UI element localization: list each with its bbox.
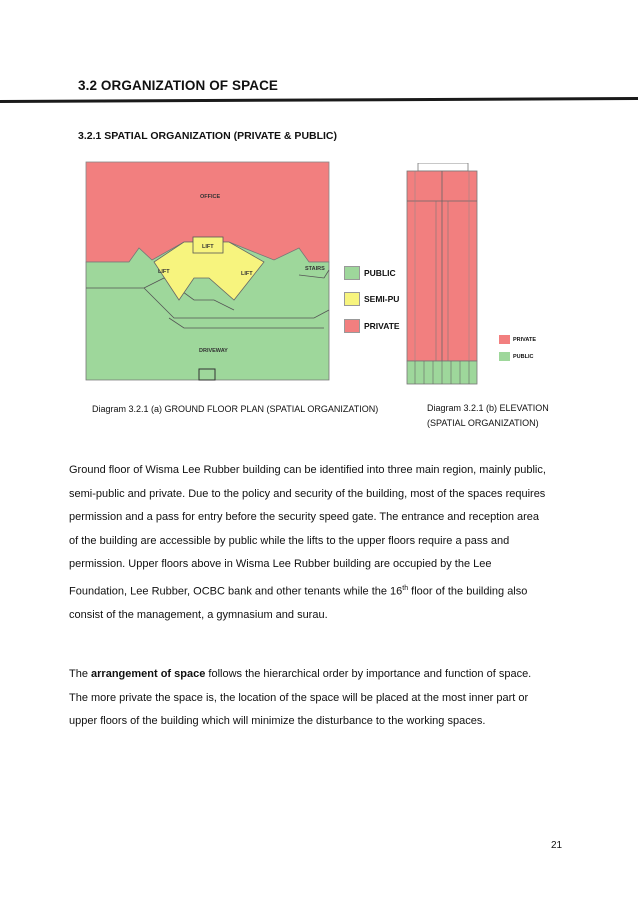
subsection-title: 3.2.1 SPATIAL ORGANIZATION (PRIVATE & PUBLIC) [78, 130, 338, 142]
legend-private-swatch [344, 319, 360, 333]
elevation-diagram [403, 163, 478, 388]
driveway-label: DRIVEWAY [199, 348, 228, 354]
page-number: 21 [551, 840, 563, 851]
plan-caption: Diagram 3.2.1 (a) GROUND FLOOR PLAN (SPATIAL ORGANIZATION) [92, 404, 379, 414]
elev-legend-private-swatch [499, 335, 510, 344]
paragraph-1 [69, 459, 549, 627]
lift-label-left: LIFT [158, 269, 170, 275]
elev-legend-public-swatch [499, 352, 510, 361]
elev-legend-public-label: PUBLIC [513, 353, 534, 360]
paragraph-2-text-start: The [69, 668, 92, 680]
elev-legend-public [499, 352, 533, 361]
paragraph-2-bold: arrangement of space [91, 668, 206, 680]
section-title: 3.2 ORGANIZATION OF SPACE [78, 78, 279, 93]
elevation-caption [427, 401, 549, 431]
legend-public-swatch [344, 266, 360, 280]
elev-legend-private-label: PRIVATE [513, 336, 537, 343]
lift-label-top: LIFT [202, 244, 214, 250]
legend-private-label: PRIVATE [364, 321, 400, 331]
section-divider [0, 97, 638, 103]
legend-public-label: PUBLIC [364, 268, 396, 278]
elevation-caption-line2: (SPATIAL ORGANIZATION) [427, 418, 539, 428]
office-label: OFFICE [200, 194, 221, 200]
legend-semi-public [344, 292, 399, 306]
stairs-label: STAIRS [305, 266, 325, 272]
ground-floor-plan-diagram [84, 160, 334, 385]
elevation-caption-line1: Diagram 3.2.1 (b) ELEVATION [427, 403, 549, 413]
lift-label-right: LIFT [241, 271, 253, 277]
paragraph-1-text: Ground floor of Wisma Lee Rubber building can be identified into three main region, mainly public, semi-public and private. Due to the policy and security of the building, most of the spaces requires permission and a pass for entry before the security speed gate. The entrance and reception area of the building are accessible by public while the lifts to the upper floors require a pass and permission. Upper floors above in Wisma Lee Rubber building are occupied by the Lee Foundation, Lee Rubber, OCBC bank and other tenants while the 16 [69, 464, 546, 598]
legend-semi-public-label: SEMI-PU [364, 294, 400, 304]
paragraph-2-text: follows the hierarchical order by importance and function of space. The more private the space is, the location of the space will be placed at the most inner part or upper floors of the building which will minimize the disturbance to the working spaces. [69, 668, 532, 727]
paragraph-1-text-end: floor of the building also consist of the management, a gymnasium and surau. [69, 585, 528, 621]
paragraph-2 [69, 663, 549, 734]
elev-legend-private [499, 335, 536, 344]
paragraph-1-superscript: th [402, 584, 409, 592]
legend-private [344, 319, 400, 333]
legend-public [344, 266, 396, 280]
legend-semi-public-swatch [344, 292, 360, 306]
